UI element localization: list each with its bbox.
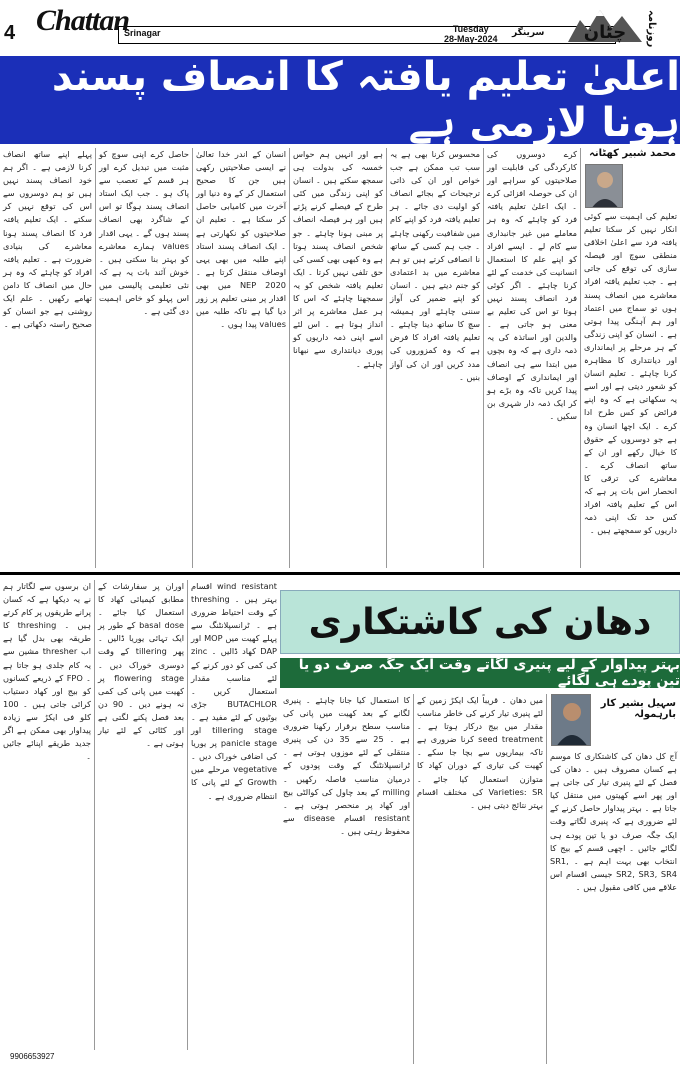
article1-column-text: پہلے اپنے ساتھ انصاف کرنا لازمی ہے ۔ اگر ہم خود انصاف پسند نہیں ہیں تو ہم دوسروں سے اس کی توقع نہیں کر سکتے ۔ ایک تعلیم یافتہ فرد کا انصاف پسند ہونا معاشرے کی بنیادی ضرورت ہے ۔ تعلیم یافتہ افراد کو چاہئے کہ وہ ہر حال میں انصاف کا دامن تھامے رکھیں ۔ علم ایک روشنی ہے جو انسان کو صحیح راستہ دکھاتی ہے ۔	[3, 149, 92, 330]
article1-column	[580, 148, 680, 568]
article2-column-text: آج کل دھان کی کاشتکاری کا موسم ہے کسان مصروف ہیں ۔ دھان کی فصل کے لئے پنیری تیار کی جاتی ہے اور پھر اسے کھیتوں میں منتقل کیا جاتا ہے ۔ بہتر پیداوار حاصل کرنے کے لئے ضروری ہے کہ پنیری لگاتے وقت ایک جگہ صرف دو یا تین پودے ہی لگائے جائیں ۔ اچھی قسم کے بیج کا انتخاب بھی بہت اہم ہے ۔ SR1, SR2, SR3, SR4 جیسی اقسام اس علاقے میں کافی مقبول ہیں ۔	[550, 751, 677, 892]
chattan-logo-icon	[566, 2, 644, 48]
article2-right-body	[0, 694, 680, 1064]
logo-text: چٹان	[583, 22, 627, 43]
article2-column	[280, 694, 413, 1064]
article2-column	[546, 694, 680, 1064]
article1-column	[483, 148, 580, 568]
page-number: 4	[4, 22, 16, 44]
article2-column-text: کا استعمال کیا جانا چاہئے ۔ پنیری لگانے کے بعد کھیت میں پانی کی مناسب سطح برقرار رکھنا ضروری ہے ۔ 25 سے 35 دن کی پنیری منتقلی کے لئے موزوں ہوتی ہے ۔ ٹرانسپلانٹنگ کے وقت پودوں کے درمیان مناسب فاصلہ رکھیں ۔ milling کے بعد چاول کی کوالٹی بیج اور کھاد پر منحصر ہوتی ہے ۔ resistant اقسام disease سے محفوظ رہتی ہیں ۔	[283, 695, 410, 836]
article2-title: دھان کی کاشتکاری	[308, 601, 652, 643]
article1-column-text: حاصل کرے اپنی سوچ کو مثبت میں تبدیل کرے اور ہر قسم کے تعصب سے پاک ہو ۔ جب ایک استاد انصاف پسند ہوگا تو اس کے شاگرد بھی انصاف پسند ہوں گے ۔ یہی اقدار values ہمارے معاشرے کو بہتر بنا سکتی ہیں ۔ خوش آئند بات یہ ہے کہ نئی تعلیمی پالیسی میں اس پہلو کو خاص اہمیت دی گئی ہے ۔	[99, 149, 189, 317]
article2-column-text: میں دھان ۔ قریباً ایک ایکڑ زمین کے لئے پنیری تیار کرنے کی خاطر مناسب مقدار میں بیج درکار ہوتا ہے ۔ seed treatment کرنا ضروری ہے تاکہ بیماریوں سے بچا جا سکے ۔ کھیت کی تیاری کے دوران کھاد کا متوازن استعمال کیا جائے ۔ Varieties: SR کی مختلف اقسام بہتر نتائج دیتی ہیں ۔	[417, 695, 543, 810]
article1-body	[0, 148, 680, 568]
article1-column	[386, 148, 483, 568]
edition-label: Srinagar	[124, 28, 161, 38]
headline-band	[0, 56, 680, 144]
article2-column-text: ان برسوں سے لگاتار ہم نے یہ دیکھا ہے کہ کسان پرانے طریقوں پر کام کرتے ہیں ۔ threshing کا طریقہ بھی بدل گیا ہے اب thresher مشین سے یہ کام جلدی ہو جاتا ہے ۔ FPO کے ذریعے کسانوں کو بیج اور کھاد دستیاب کرائی جاتی ہیں ۔ 100 کلو فی ایکڑ سے زیادہ پیداوار بھی ممکن ہے اگر جدید طریقے اپنائے جائیں ۔	[2, 581, 91, 762]
article2-column-text: wind resistant اقسام بہتر ہیں ۔ threshing کے وقت احتیاط ضروری ہے ۔ ٹرانسپلانٹنگ سے پہلے کھیت میں MOP اور DAP کھاد ڈالیں ۔ zinc کی کمی کو دور کرنے کے لئے مناسب مقدار استعمال کریں ۔ BUTACHLOR جڑی بوٹیوں کے لئے مفید ہے ۔ tillering stage اور panicle stage پر یوریا کی اضافی خوراک دیں ۔ vegetative مرحلے میں Growth کے لئے پانی کا انتظام ضروری ہے ۔	[191, 581, 277, 801]
article2-title-box	[280, 590, 680, 654]
article1-column	[289, 148, 386, 568]
author-photo	[551, 694, 591, 746]
author-photo	[585, 164, 623, 208]
article1-headline: اعلیٰ تعلیم یافتہ کا انصاف پسند ہونا لازمی ہے	[51, 54, 680, 146]
date-block	[444, 24, 498, 44]
article1-column-text: محسوس کرنا بھی ہے یہ سب تب ممکن ہے جب خواص اور ان کی ذاتی ترجیحات کے بجائے انصاف کو اولیت دی جائے ۔ ہر تعلیم یافتہ فرد کو اپنے کام میں شفافیت رکھنی چاہئے ۔ جب ہم کسی کے ساتھ نا انصافی کرتے ہیں تو ہم معاشرے میں بد اعتمادی کو جنم دیتے ہیں ۔ انسان کو اپنے ضمیر کی آواز سننی چاہئے اور ہمیشہ سچ کا ساتھ دینا چاہئے ۔ تعلیم یافتہ افراد کا فرض ہے کہ وہ کمزوروں کی مدد کریں اور ان کی آواز بنیں ۔	[390, 149, 480, 382]
article2-strap-text: بہتر پیداوار کے لیے پنیری لگاتے وقت ایک جگہ صرف دو یا تین پودے ہی لگائے	[298, 657, 680, 689]
urdu-edition-label: سرینگر	[512, 28, 545, 38]
article1-column-text: ہے اور انہیں ہم حواس خمسہ کی بدولت ہی سمجھ سکتے ہیں ۔ انسان کو اپنی زندگی میں کئی طرح کے فیصلے کرنے پڑتے ہیں اور ہر فیصلہ انصاف پر مبنی ہونا چاہئے ۔ جو شخص انصاف پسند ہوتا ہے وہ کبھی بھی کسی کی حق تلفی نہیں کرتا ۔ ایک تعلیم یافتہ شخص کو یہ سمجھنا چاہئے کہ اس کا ہر عمل معاشرے پر اثر انداز ہوتا ہے ۔ اس لئے اسے اپنی ذمہ داریوں کو پوری دیانتداری سے نبھانا چاہئے ۔	[293, 149, 383, 369]
brand-title: Chattan	[36, 4, 130, 37]
article1-author: محمد شبیر کھٹانہ	[589, 148, 676, 159]
article1-column	[95, 148, 192, 568]
day-label: Tuesday	[452, 24, 489, 34]
section-divider	[0, 572, 680, 575]
roznama-label: روزنامہ	[646, 10, 657, 48]
contact-phone: 9906653927	[10, 1052, 55, 1061]
article1-column	[0, 148, 95, 568]
masthead	[0, 0, 680, 52]
article2-strap	[280, 658, 680, 688]
article1-column-text: انسان کے اندر خدا تعالیٰ نے ایسی صلاحیتیں رکھی ہیں جن کا صحیح استعمال کر کے وہ دنیا اور آخرت میں کامیابی حاصل کر سکتا ہے ۔ تعلیم ان صلاحیتوں کو نکھارتی ہے ۔ ایک انصاف پسند استاد اپنے طلبہ میں بھی یہی اوصاف منتقل کرتا ہے ۔ NEP 2020 میں بھی اقدار پر مبنی تعلیم پر زور دیا گیا ہے تاکہ طلبہ میں values پیدا ہوں ۔	[196, 149, 286, 330]
article2-author: سہیل بشیر کار بارہمولہ	[600, 698, 676, 720]
article2-column	[413, 694, 546, 1064]
date-label: 28-May-2024	[444, 34, 498, 44]
article1-column	[192, 148, 289, 568]
article1-column-text: کرے دوسروں کی کارکردگی کی قابلیت اور صلاحیتوں کو سراہے اور ان کی حوصلہ افزائی کرے ۔ ایک اعلیٰ تعلیم یافتہ فرد کو چاہئے کہ وہ ہر معاملے میں غیر جانبداری سے کام لے ۔ ایسے افراد کو اپنے علم کا استعمال انسانیت کی خدمت کے لئے کرنا چاہئے ۔ اگر کوئی فرد انصاف پسند نہیں ہوتا تو اس کی تعلیم بے معنی ہو جاتی ہے ۔ والدین اور اساتذہ کی یہ ذمہ داری ہے کہ وہ بچوں میں ابتدا سے ہی انصاف اور ایمانداری کے اوصاف پیدا کریں تاکہ وہ بڑے ہو کر ایک ذمہ دار شہری بن سکیں ۔	[487, 149, 577, 421]
article2-column-text: اوران پر سفارشات کے مطابق کیمیائی کھاد کا استعمال کیا جائے ۔ basal dose کے طور پر ایک تہائی یوریا ڈالیں ۔ پھر tillering کے وقت دوسری خوراک دیں ۔ flowering stage پر کھیت میں پانی کی کمی نہ ہونے دیں ۔ 90 دن بعد فصل پکنے لگتی ہے اور کٹائی کے لئے تیار ہوتی ہے ۔	[98, 581, 185, 749]
article1-column-text: تعلیم کی اہمیت سے کوئی انکار نہیں کر سکتا تعلیم یافتہ فرد سے اعلیٰ اخلاقی منطقی سوچ اور فیصلہ سازی کی توقع کی جاتی ہے ۔ جب تعلیم یافتہ افراد معاشرے میں انصاف پسند ہوں تو سماج میں اعتماد اور ہم آہنگی پیدا ہوتی ہے ۔ انسان کو اپنی زندگی کے ہر مرحلے پر ایمانداری اور دیانتداری کا مظاہرہ کرنا چاہئے ۔ تعلیم انسان کو شعور دیتی ہے اور اسے یہ سکھاتی ہے کہ وہ اپنے فرائض کو کس طرح ادا کرے ۔ ایک اچھا انسان وہ ہے جو دوسروں کے حقوق کا خیال رکھے اور ان کے ساتھ انصاف کرے ۔ معاشرے کی ترقی کا انحصار اس بات پر ہے کہ اس کے تعلیم یافتہ افراد کس حد تک اپنی ذمہ داریوں کو سمجھتے ہیں ۔	[584, 211, 677, 536]
